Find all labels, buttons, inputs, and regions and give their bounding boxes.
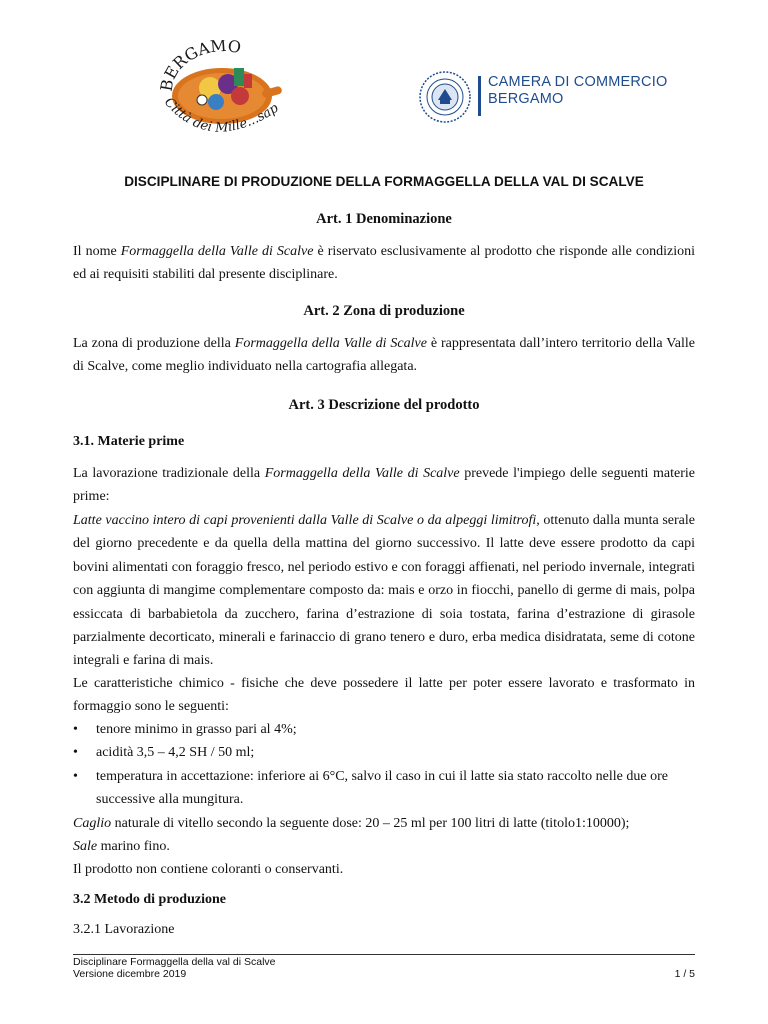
caglio-line: Caglio naturale di vitello secondo la seguente dose: 20 – 25 ml per 100 litri di latte (titolo1:10000); [73,816,630,831]
footer-divider [73,954,695,955]
latte-requirements-list [73,718,695,812]
bergamo-logo [150,40,300,140]
sale-line: Sale marino fino. [73,839,170,854]
art1-paragraph: Il nome Formaggella della Valle di Scalve è riservato esclusivamente al prodotto che risponde alle condizioni ed ai requisiti stabiliti dal presente disciplinare. [73,244,696,283]
art1-heading: Art. 1 Denominazione [316,211,452,227]
camera-logo-line2: BERGAMO [488,91,564,107]
camera-logo-divider [478,76,481,116]
camera-di-commercio-logo [418,68,668,128]
art3-caratteristiche-paragraph: Le caratteristiche chimico - fisiche che deve possedere il latte per poter essere lavorato e trasformato in formaggio sono le seguenti: [73,676,695,715]
section-3-1-heading: 3.1. Materie prime [73,434,185,449]
section-3-2-1-heading: 3.2.1 Lavorazione [73,922,175,937]
section-3-2-heading: 3.2 Metodo di produzione [73,892,226,907]
document-title: DISCIPLINARE DI PRODUZIONE DELLA FORMAGGELLA DELLA VAL DI SCALVE [124,174,644,189]
camera-logo-line1: CAMERA DI COMMERCIO [488,74,668,90]
art3-materie-intro: La lavorazione tradizionale della Formaggella della Valle di Scalve prevede l'impiego delle seguenti materie prime: [73,466,695,505]
art3-latte-paragraph: Latte vaccino intero di capi provenienti dalla Valle di Scalve o da alpeggi limitrofi, ottenuto dalla munta serale del giorno precedente e da quella della mattina del giorno successivo. Il latte deve essere prodotto da capi bovini alimentati con foraggio fresco, nel periodo estivo e con foraggi affienati, nel periodo invernale, integrati con aggiunta di mangime complementare composto da: mais e orzo in fiocchi, panello di germe di mais, polpa essiccata di barbabietola da zucchero, farina d’estrazione di soia tostata, farina d’estrazione di girasole parzialmente decorticato, minerali e farinaccio di grano tenero e duro, erba medica disidratata, seme di cotone integrali e farina di mais. [73,513,696,669]
art2-paragraph: La zona di produzione della Formaggella della Valle di Scalve è rappresentata dall’intero territorio della Valle di Scalve, come meglio individuato nella cartografia allegata. [73,336,695,375]
art3-heading: Art. 3 Descrizione del prodotto [288,397,480,413]
camera-seal-icon [418,70,472,124]
art2-heading: Art. 2 Zona di produzione [303,303,465,319]
list-item: • temperatura in accettazione: inferiore ai 6°C, salvo il caso in cui il latte sia stato raccolto nelle due ore successive alla mungitura. [73,768,668,808]
bergamo-logo-top-text: BERGAMO [156,40,243,93]
footer-version: Versione dicembre 2019 [73,968,187,980]
list-item: • tenore minimo in grasso pari al 4%; [73,722,297,737]
footer-title: Disciplinare Formaggella della val di Scalve [73,956,276,968]
no-coloranti-line: Il prodotto non contiene coloranti o conservanti. [73,862,344,877]
page-footer [73,956,695,980]
bergamo-logo-bottom-text: Città dei Mille...sap [161,94,282,136]
page-number: 1 / 5 [674,968,695,980]
list-item: • acidità 3,5 – 4,2 SH / 50 ml; [73,745,255,761]
